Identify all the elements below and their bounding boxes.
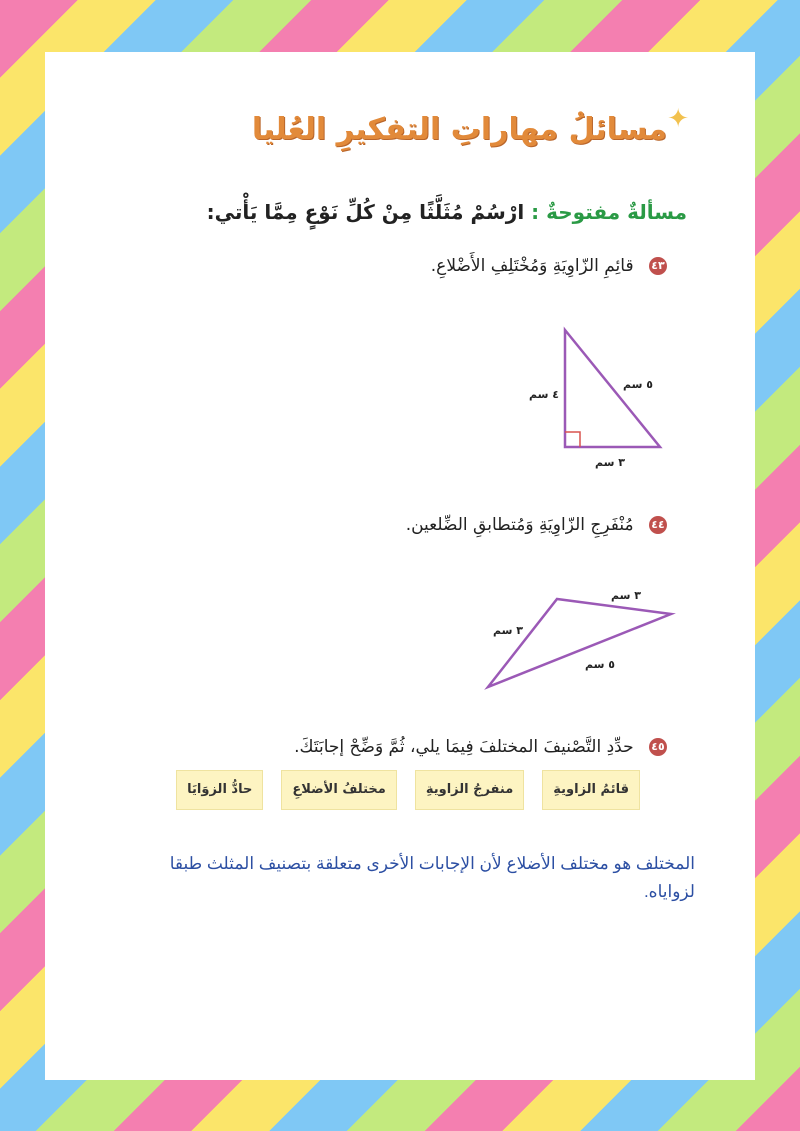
triangle-outline <box>488 599 671 687</box>
answer-text: المختلف هو مختلف الأضلاع لأن الإجابات الأخرى متعلقة بتصنيف المثلث طبقا لزواياه. <box>169 854 695 901</box>
question-text: مُنْفَرِجِ الزّاوِيَةِ وَمُتطابقِ الضِّلعين. <box>405 515 634 535</box>
side-label-left: ٣ سم <box>493 624 523 637</box>
choice-obtuse-angle: منفرجُ الزاويةِ <box>415 770 524 810</box>
side-label-hypotenuse: ٥ سم <box>623 378 653 391</box>
right-scalene-triangle <box>515 322 653 469</box>
question-text: حدِّدِ التَّصْنيفَ المختلفَ فِيمَا يلي، ثُمَّ وَضِّحْ إجابَتَكَ. <box>294 737 634 757</box>
worksheet-page <box>45 52 755 1080</box>
side-label-top: ٣ سم <box>611 589 641 602</box>
page-title <box>251 104 689 147</box>
question-number-badge: ٤٤ <box>649 516 667 534</box>
choice-acute-angles: حادُّ الزوَايَا <box>176 770 263 810</box>
classification-choices <box>176 770 640 810</box>
instruction-label: مسألةٌ مفتوحةٌ : <box>531 200 687 224</box>
title-text: مسائلُ مهاراتِ التفكيرِ العُليا <box>251 112 667 147</box>
right-angle-marker-icon <box>565 432 580 447</box>
side-label-long: ٥ سم <box>585 658 615 671</box>
obtuse-isosceles-triangle <box>445 582 675 712</box>
instruction <box>207 200 687 224</box>
question-text: قائِمِ الزّاوِيَةِ وَمُخْتَلِفِ الأَضْلاعِ. <box>430 256 634 276</box>
question-number-badge: ٤٥ <box>649 738 667 756</box>
question-45 <box>294 737 667 757</box>
choice-right-angle: قائمُ الزاويةِ <box>542 770 640 810</box>
question-44 <box>406 515 667 535</box>
side-label-left: ٤ سم <box>529 388 559 401</box>
instruction-text: ارْسُمْ مُثَلَّثًا مِنْ كُلِّ نَوْعٍ مِمَّا يَأْتي: <box>206 200 525 224</box>
side-label-bottom: ٣ سم <box>595 456 625 469</box>
choice-scalene: مختلفُ الأضلاعِ <box>281 770 397 810</box>
question-number-badge: ٤٣ <box>649 257 667 275</box>
title-decoration-icon: ✦ <box>667 104 689 134</box>
question-43 <box>431 256 667 276</box>
